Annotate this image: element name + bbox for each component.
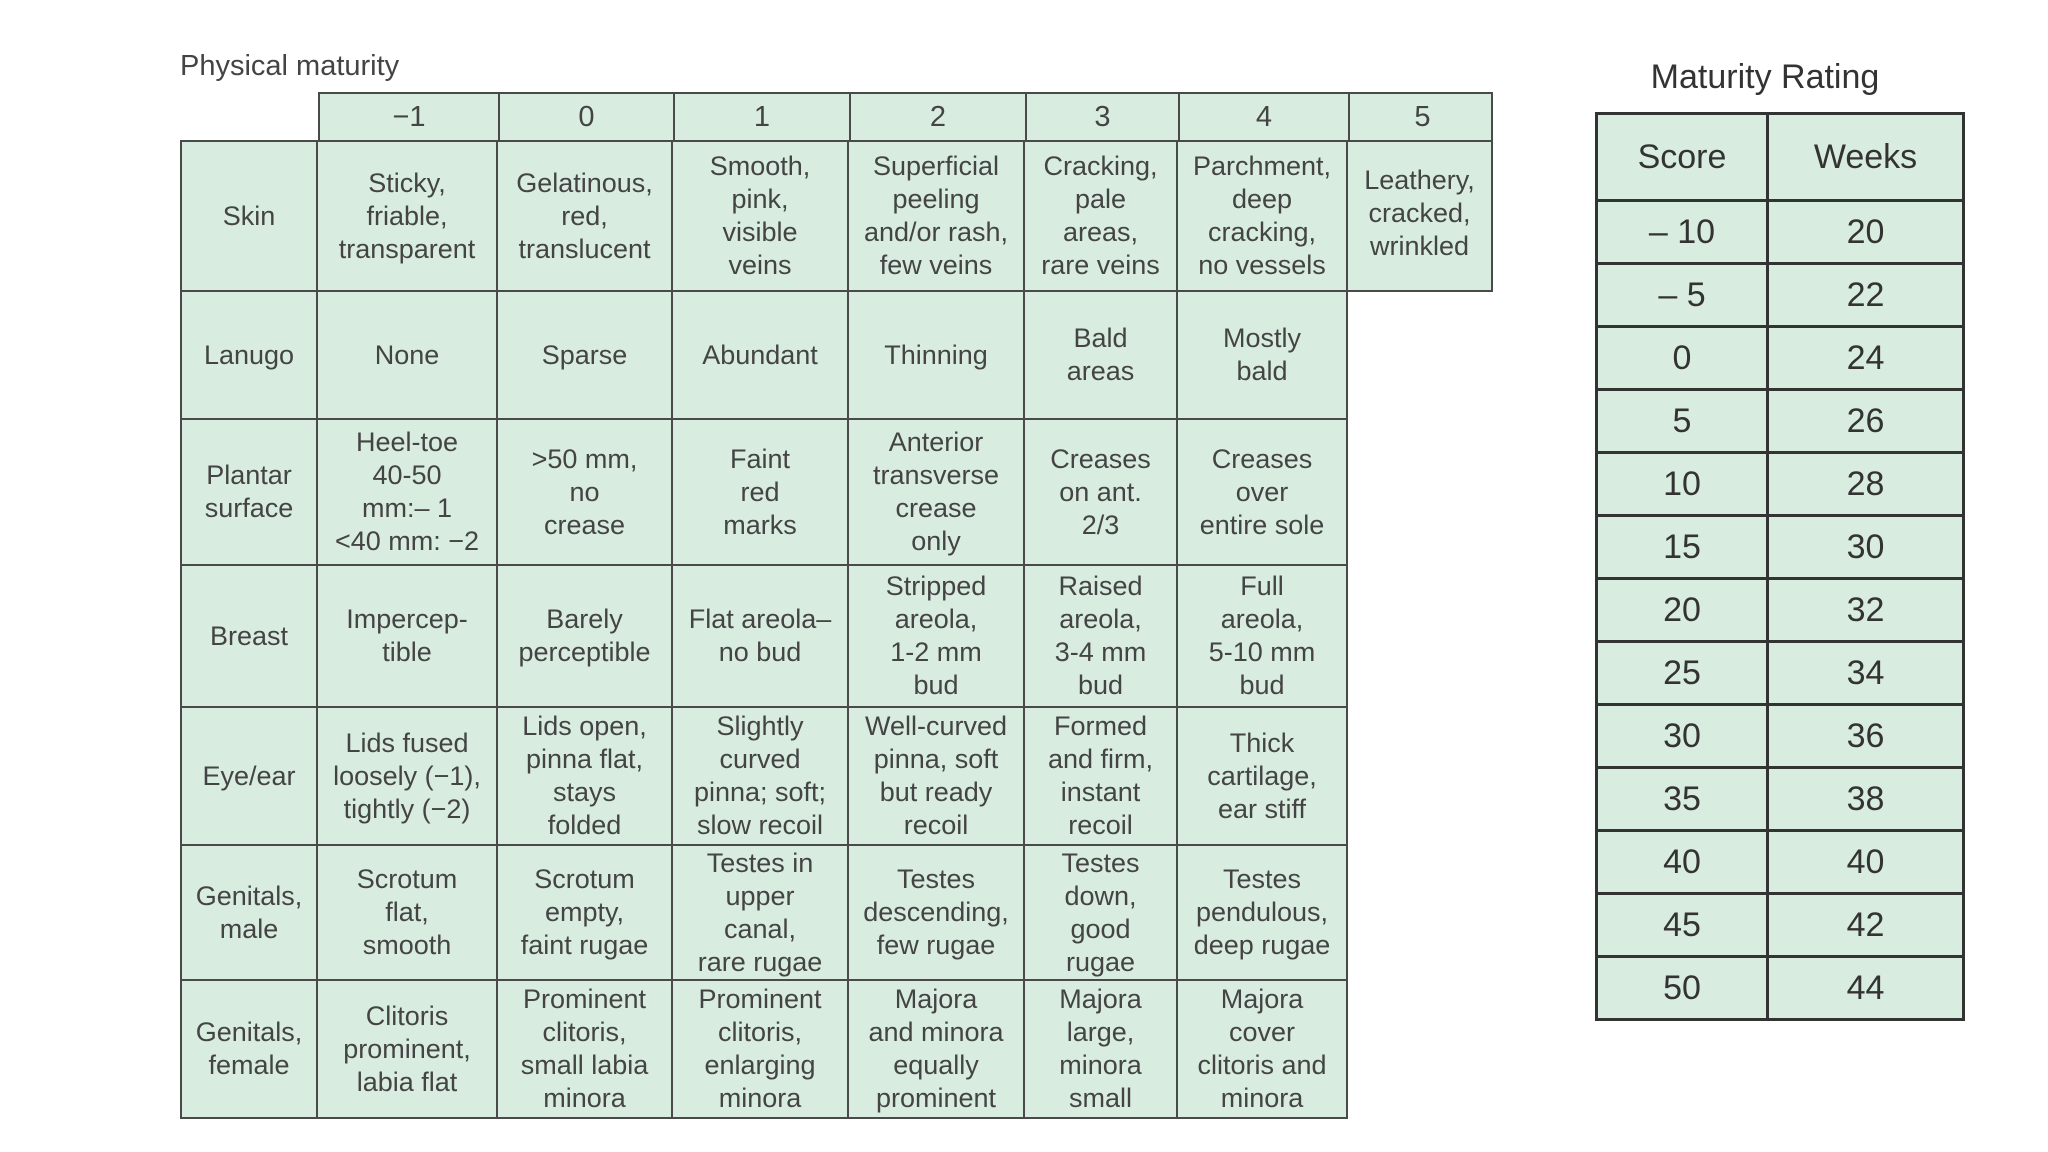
score-cell: 0 [1597,327,1768,390]
table-cell: Anterior transverse crease only [849,420,1025,566]
weeks-cell: 22 [1768,264,1964,327]
row-label: Lanugo [180,292,318,420]
table-cell: Sparse [498,292,673,420]
table-cell: Impercep- tible [318,566,498,708]
table-row [1597,894,1964,957]
table-cell: Faint red marks [673,420,849,566]
score-header-cell: 4 [1180,94,1350,140]
row-label: Genitals, male [180,846,318,981]
weeks-cell: 26 [1768,390,1964,453]
weeks-cell: 44 [1768,957,1964,1020]
row-label: Skin [180,140,318,292]
table-cell: Majora cover clitoris and minora [1178,981,1348,1119]
table-cell: Majora large, minora small [1025,981,1178,1119]
physical-maturity-table [180,140,1493,1119]
table-cell: Majora and minora equally prominent [849,981,1025,1119]
row-label: Breast [180,566,318,708]
table-cell: Testes descending, few rugae [849,846,1025,981]
table-row [1597,516,1964,579]
score-cell: 35 [1597,768,1768,831]
empty-cell [1348,708,1493,846]
empty-cell [1348,566,1493,708]
table-cell: Bald areas [1025,292,1178,420]
weeks-cell: 40 [1768,831,1964,894]
table-cell: Sticky, friable, transparent [318,140,498,292]
table-row [1597,453,1964,516]
score-header-cell: 0 [500,94,675,140]
table-row [1597,642,1964,705]
table-cell: Slightly curved pinna; soft; slow recoil [673,708,849,846]
table-cell: Thick cartilage, ear stiff [1178,708,1348,846]
maturity-rating-table [1595,112,1965,1021]
maturity-rating-title: Maturity Rating [1650,58,1880,96]
table-cell: Thinning [849,292,1025,420]
table-cell: Lids open, pinna flat, stays folded [498,708,673,846]
weeks-column-header: Weeks [1768,114,1964,201]
score-cell: 20 [1597,579,1768,642]
empty-cell [1348,420,1493,566]
score-cell: 50 [1597,957,1768,1020]
table-cell: Full areola, 5-10 mm bud [1178,566,1348,708]
table-cell: Prominent clitoris, small labia minora [498,981,673,1119]
table-row [1597,831,1964,894]
score-header-cell: 2 [851,94,1027,140]
weeks-cell: 30 [1768,516,1964,579]
table-cell: Prominent clitoris, enlarging minora [673,981,849,1119]
maturity-rating-header-row [1597,114,1964,201]
table-row [1597,579,1964,642]
score-header-row [318,92,1493,140]
table-cell: Mostly bald [1178,292,1348,420]
score-header-cell: 5 [1414,100,1431,133]
score-cell: 45 [1597,894,1768,957]
score-cell: 40 [1597,831,1768,894]
table-row [1597,957,1964,1020]
table-cell: Heel-toe 40-50 mm:– 1 <40 mm: −2 [318,420,498,566]
table-cell: Flat areola– no bud [673,566,849,708]
table-row [1597,768,1964,831]
table-row [1597,327,1964,390]
table-cell: Gelatinous, red, translucent [498,140,673,292]
score-header-cell: 1 [675,94,851,140]
table-cell: Stripped areola, 1-2 mm bud [849,566,1025,708]
table-row [1597,264,1964,327]
table-cell: Formed and firm, instant recoil [1025,708,1178,846]
score-column-header: Score [1597,114,1768,201]
score-header-cell: −1 [320,94,500,140]
weeks-cell: 38 [1768,768,1964,831]
empty-cell [1348,981,1493,1119]
weeks-cell: 28 [1768,453,1964,516]
score-cell: – 5 [1597,264,1768,327]
table-cell: Lids fused loosely (−1), tightly (−2) [318,708,498,846]
table-cell: None [318,292,498,420]
weeks-cell: 24 [1768,327,1964,390]
score-cell: 30 [1597,705,1768,768]
weeks-cell: 36 [1768,705,1964,768]
table-cell: Barely perceptible [498,566,673,708]
weeks-cell: 34 [1768,642,1964,705]
table-cell: Leathery, cracked, wrinkled [1348,140,1493,292]
table-cell: Parchment, deep cracking, no vessels [1178,140,1348,292]
table-cell: Well-curved pinna, soft but ready recoil [849,708,1025,846]
score-cell: 25 [1597,642,1768,705]
table-cell: Creases over entire sole [1178,420,1348,566]
row-label: Genitals, female [180,981,318,1119]
table-cell: Creases on ant. 2/3 [1025,420,1178,566]
table-row [1597,201,1964,264]
empty-cell [1348,292,1493,420]
table-row [1597,390,1964,453]
table-cell: >50 mm, no crease [498,420,673,566]
weeks-cell: 20 [1768,201,1964,264]
row-label: Plantar surface [180,420,318,566]
table-cell: Scrotum flat, smooth [318,846,498,981]
table-cell: Scrotum empty, faint rugae [498,846,673,981]
table-cell: Testes pendulous, deep rugae [1178,846,1348,981]
table-cell: Abundant [673,292,849,420]
score-cell: 10 [1597,453,1768,516]
table-cell: Testes in upper canal, rare rugae [673,846,849,981]
table-row [1597,705,1964,768]
table-cell: Raised areola, 3-4 mm bud [1025,566,1178,708]
table-cell: Cracking, pale areas, rare veins [1025,140,1178,292]
table-cell: Testes down, good rugae [1025,846,1178,981]
weeks-cell: 42 [1768,894,1964,957]
score-cell: – 10 [1597,201,1768,264]
empty-cell [1348,846,1493,981]
score-cell: 15 [1597,516,1768,579]
physical-maturity-title: Physical maturity [180,50,400,82]
table-cell: Superficial peeling and/or rash, few veins [849,140,1025,292]
score-cell: 5 [1597,390,1768,453]
row-label: Eye/ear [180,708,318,846]
weeks-cell: 32 [1768,579,1964,642]
table-cell: Clitoris prominent, labia flat [318,981,498,1119]
table-cell: Smooth, pink, visible veins [673,140,849,292]
score-header-cell: 3 [1027,94,1180,140]
